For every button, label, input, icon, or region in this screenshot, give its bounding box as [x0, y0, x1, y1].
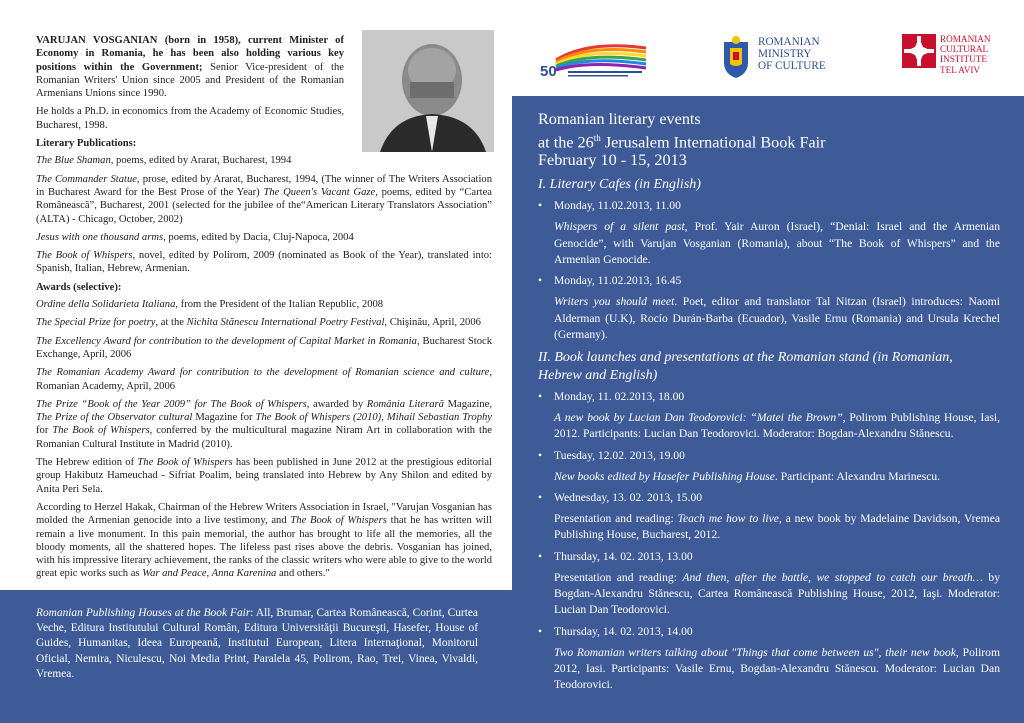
- publication-item: Jesus with one thousand arms, poems, edited by Dacia, Cluj-Napoca, 2004: [36, 231, 354, 243]
- event-item: [538, 199, 1000, 268]
- event-date: • Monday, 11.02.2013, 16.45: [538, 274, 1000, 288]
- awards-heading: Awards (selective):: [36, 281, 122, 293]
- bio-phd: He holds a Ph.D. in economics from the Academy of Economic Studies, Bucharest, 1998.: [36, 106, 344, 131]
- icr-cross-icon: [902, 34, 936, 68]
- event-item: [538, 550, 1000, 619]
- award-item: The Excellency Award for contribution to the development of Capital Market in Romania, Bucharest Stock Exchange, April, 2006: [36, 335, 492, 360]
- author-name: VARUJAN VOSGANIAN: [36, 35, 158, 46]
- event-item: [538, 390, 1000, 443]
- event-description: Presentation and reading: Teach me how to live, a new book by Madelaine Davidson, Vremea Publishing House, Bucharest, 2012.: [554, 512, 1000, 542]
- fifty-years-logo: [538, 38, 656, 80]
- publishers-list: : All, Brumar, Cartea Românească, Corint, Curtea Veche, Editura Institutului Cultural Român, Editura Universităţii Bucureşti, Hasefer, House of Guides, Humanitas, Ideea Europeană, Institutul European, Litera Internaţional, Monitorul Oficial, Nemira, Niculescu, Noi Media Print, Paralela 45, Polirom, Rao, Trei, Vinea, Vivaldi, Vremea.: [36, 607, 478, 680]
- event-date: • Thursday, 14. 02. 2013, 14.00: [538, 625, 1000, 639]
- bio-lead-rest: Senior Vice-president of the Romanian Writers' Union since 2005 and President of the Romanian Armenians Unions since 1990.: [36, 61, 345, 100]
- event-date: • Tuesday, 12.02. 2013, 19.00: [538, 449, 1000, 463]
- svg-text:50: 50: [540, 63, 557, 80]
- event-description: Whispers of a silent past, Prof. Yair Auron (Israel), “Denial: Israel and the Armenian Genocide”, with Varujan Vosganian (Romania), about “The Book of Whispers” and the Armenian Genocide.: [554, 220, 1000, 266]
- rainbow-book-icon: [538, 38, 656, 80]
- event-description: Writers you should meet. Poet, editor and translator Tal Nitzan (Israel) introduces: Naomi Alderman (U.K), Rocío Durán-Barba (Ecuador), Vasile Ernu (Romania) and Ursula Krechel (Germany).: [554, 295, 1000, 341]
- section-literary-cafes-title: I. Literary Cafes (in English): [538, 176, 701, 192]
- icr-text: ROMANIAN CULTURAL INSTITUTE TEL AVIV: [940, 34, 991, 75]
- bio-lead: (born in 1958), current Minister of Economy in Romania, he has been also holding various key positions within the Government;: [36, 35, 344, 73]
- ministry-of-culture-logo: [720, 34, 840, 80]
- award-item: Ordine della Solidarieta Italiana, from the President of the Italian Republic, 2008: [36, 299, 384, 311]
- publication-item: The Commander Statue, prose, edited by Ararat, Bucharest, 1994, (The winner of The Writers Association in Bucharest Award for the Best Prose of the Year) The Queen's Vacant Gaze, poems, edited by “Cartea Românească”, Bucharest, 2001 (selected for the jubilee of the“American Literary Translators Association” (ALTA) - Chicago, October, 2002): [36, 173, 492, 225]
- events-page: [512, 96, 1024, 723]
- award-item: The Romanian Academy Award for contribution to the development of Romanian science and culture, Romanian Academy, April, 2006: [36, 367, 492, 392]
- ministry-text: ROMANIAN MINISTRY OF CULTURE: [758, 36, 826, 72]
- logo-bar: [512, 0, 1024, 96]
- event-description: Presentation and reading: And then, after the battle, we stopped to catch our breath… by Bogdan-Alexandru Stănescu, Cartea Românească Publishing House, 2012, Iaşi. Moderator: Lucian Dan Teodorovici.: [554, 570, 1000, 617]
- page-title: Romanian literary events at the 26th Jerusalem International Book Fair February 10 - 15, 2013: [538, 110, 826, 170]
- romanian-coat-of-arms-icon: [720, 34, 752, 78]
- section-book-launches-title: II. Book launches and presentations at the Romanian stand (in Romanian, Hebrew and English): [538, 350, 953, 383]
- event-date: • Monday, 11. 02.2013, 18.00: [538, 390, 1000, 404]
- romanian-cultural-institute-logo: [902, 34, 1020, 80]
- publication-item: The Book of Whispers, novel, edited by Polirom, 2009 (nominated as Book of the Year), translated into: Spanish, Italian, Hebrew, Armenian.: [36, 250, 493, 275]
- event-item: [538, 274, 1000, 343]
- publications-heading: Literary Publications:: [36, 138, 137, 150]
- event-item: [538, 491, 1000, 544]
- event-description: Two Romanian writers talking about "Things that come between us", their new book, Polirom 2012, Iasi. Participants: Vasile Ernu, Bogdan-Alexandru Stănescu. Moderator: Lucian Dan Teodorovici.: [554, 645, 1000, 692]
- publishers-box: [0, 590, 512, 723]
- event-date: • Wednesday, 13. 02. 2013, 15.00: [538, 491, 1000, 505]
- event-description: A new book by Lucian Dan Teodorovici: “Matei the Brown”, Polirom Publishing House, Iasi, 2012. Participants: Lucian Dan Teodorovici. Moderator: Bogdan-Alexandru Stănescu.: [554, 411, 1001, 441]
- event-description: New books edited by Hasefer Publishing House. Participant: Alexandru Marinescu.: [554, 469, 941, 483]
- bio-text-block: [36, 34, 492, 586]
- bio-paragraph: [36, 34, 344, 100]
- hebrew-edition-paragraph: The Hebrew edition of The Book of Whispers has been published in June 2012 at the prestigious editorial group Hakibutz Hameuchad - Sifriat Poalim, being translated into Hebrew by Any Shilon and edited by Anita Peri Sela.: [36, 457, 492, 495]
- event-item: [538, 449, 1000, 485]
- event-date: • Thursday, 14. 02. 2013, 13.00: [538, 550, 1000, 564]
- quote-paragraph: According to Herzel Hakak, Chairman of the Hebrew Writers Association in Israel, "Varujan Vosganian has molded the Armenian genocide into a live testimony, and The Book of Whispers that he has written will remain a live monument. In this pain memorial, the author has brought to life all the memories, all the bloody moments, all the shattered hopes. The lifeless past rises above the debris. Vosganian has joined, with his impressive literary achievement, the ranks of the classic writers who were able to give to the world great epic works such as War and Peace, Anna Karenina and others.": [36, 501, 493, 580]
- publishers-label: Romanian Publishing Houses at the Book Fair: [36, 607, 251, 619]
- event-item: [538, 625, 1000, 694]
- award-item: The Prize “Book of the Year 2009” for The Book of Whispers, awarded by România Literară Magazine, The Prize of the Observator cultural Magazine for The Book of Whispers (2010), Mihail Sebastian Trophy for The Book of Whispers, conferred by the multicultural magazine Niram Art in collaboration with the Romanian Cultural Institute in Madrid (2010).: [36, 398, 492, 450]
- award-item: The Special Prize for poetry, at the Nichita Stănescu International Poetry Festival, Chişinău, April, 2006: [36, 317, 481, 329]
- publication-item: The Blue Shaman, poems, edited by Ararat, Bucharest, 1994: [36, 155, 292, 167]
- event-date: • Monday, 11.02.2013, 11.00: [538, 199, 1000, 213]
- events-content: [538, 110, 1000, 699]
